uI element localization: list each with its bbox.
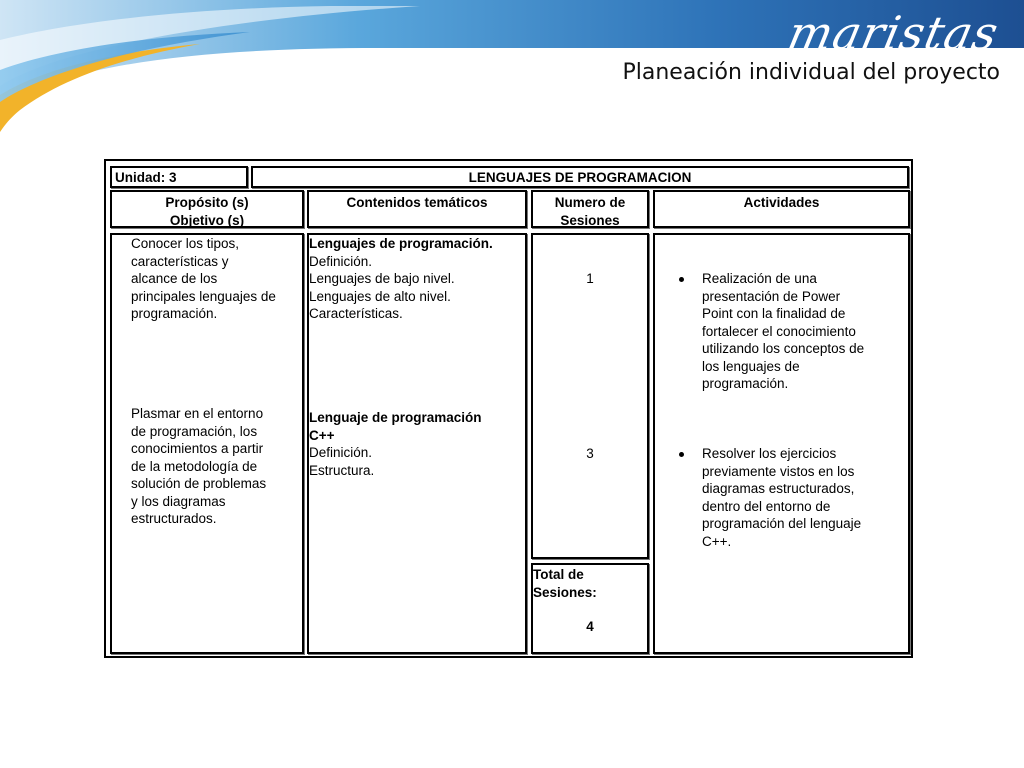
contents-row1-item: Definición. bbox=[309, 253, 373, 269]
page-title: Planeación individual del proyecto bbox=[622, 60, 1000, 85]
activity-row2-line: Resolver los ejercicios bbox=[702, 446, 837, 461]
purpose-row1-line: programación. bbox=[131, 306, 218, 321]
purpose-header-line1: Propósito (s) bbox=[165, 195, 249, 210]
contents-header-label: Contenidos temáticos bbox=[346, 195, 488, 210]
activity-row2-line: diagramas estructurados, bbox=[702, 481, 855, 496]
activity-row1 bbox=[702, 270, 907, 393]
activity-row2-line: C++. bbox=[702, 533, 732, 549]
purpose-row1-line: Conocer los tipos, bbox=[131, 236, 240, 251]
total-value: 4 bbox=[586, 619, 594, 634]
purpose-row1-line: alcance de los bbox=[131, 271, 218, 286]
activity-row1-line: fortalecer el conocimiento bbox=[702, 323, 856, 339]
unit-title-cell bbox=[251, 166, 909, 188]
maristas-logo: maristas bbox=[783, 6, 1004, 60]
total-label-line2: Sesiones: bbox=[533, 584, 597, 600]
activity-row1-line: Point con la finalidad de bbox=[702, 306, 846, 321]
purpose-row2 bbox=[131, 405, 306, 528]
activity-row1-line: los lenguajes de bbox=[702, 358, 800, 374]
contents-row2-title-line: C++ bbox=[309, 427, 335, 443]
activity-row2-line: programación del lenguaje bbox=[702, 516, 862, 531]
purpose-row2-line: y los diagramas bbox=[131, 493, 226, 509]
purpose-row1 bbox=[131, 235, 306, 323]
purpose-header-line2: Objetivo (s) bbox=[169, 212, 245, 228]
activity-row1-line: programación. bbox=[702, 376, 789, 391]
activity-row1-line: Realización de una bbox=[702, 271, 817, 286]
contents-row1-item: Lenguajes de bajo nivel. bbox=[309, 271, 455, 286]
contents-row1-title: Lenguajes de programación. bbox=[309, 236, 493, 251]
activity-bullet-icon bbox=[679, 452, 684, 457]
purpose-row2-line: Plasmar en el entorno bbox=[131, 406, 264, 421]
sessions-header-line1: Numero de bbox=[554, 195, 626, 210]
activity-row1-line: presentación de Power bbox=[702, 288, 841, 304]
purpose-row1-line: principales lenguajes de bbox=[131, 288, 276, 304]
purpose-header bbox=[110, 190, 304, 228]
activity-row2-line: previamente vistos en los bbox=[702, 463, 855, 479]
unit-label-cell bbox=[110, 166, 248, 188]
total-sessions bbox=[533, 566, 647, 636]
contents-row2-item: Definición. bbox=[309, 445, 373, 460]
contents-header bbox=[307, 190, 527, 228]
purpose-row2-line: de programación, los bbox=[131, 423, 258, 439]
contents-row1 bbox=[309, 235, 524, 323]
activity-row1-line: utilizando los conceptos de bbox=[702, 341, 865, 356]
contents-row2-item: Estructura. bbox=[309, 462, 375, 478]
purpose-row2-line: de la metodología de bbox=[131, 458, 258, 474]
contents-row1-item: Lenguajes de alto nivel. bbox=[309, 288, 451, 304]
contents-row2-title-line: Lenguaje de programación bbox=[309, 410, 482, 425]
contents-row1-item: Características. bbox=[309, 306, 403, 321]
contents-row2 bbox=[309, 409, 524, 479]
activities-header-label: Actividades bbox=[743, 195, 820, 210]
unit-label: Unidad: 3 bbox=[115, 170, 177, 185]
purpose-row2-line: conocimientos a partir bbox=[131, 441, 264, 456]
total-label-line1: Total de bbox=[533, 567, 584, 582]
planning-table bbox=[104, 159, 913, 658]
unit-title: LENGUAJES DE PROGRAMACION bbox=[468, 170, 692, 185]
activity-row2-line: dentro del entorno de bbox=[702, 498, 831, 514]
purpose-row1-line: características y bbox=[131, 253, 229, 269]
activity-row2 bbox=[702, 445, 907, 550]
purpose-row2-line: solución de problemas bbox=[131, 476, 267, 491]
sessions-row1: 1 bbox=[586, 271, 594, 286]
activities-header bbox=[653, 190, 910, 228]
sessions-header bbox=[531, 190, 649, 228]
sessions-row2: 3 bbox=[586, 446, 594, 461]
sessions-header-line2: Sesiones bbox=[560, 212, 620, 228]
activity-bullet-icon bbox=[679, 277, 684, 282]
purpose-row2-line: estructurados. bbox=[131, 511, 217, 526]
